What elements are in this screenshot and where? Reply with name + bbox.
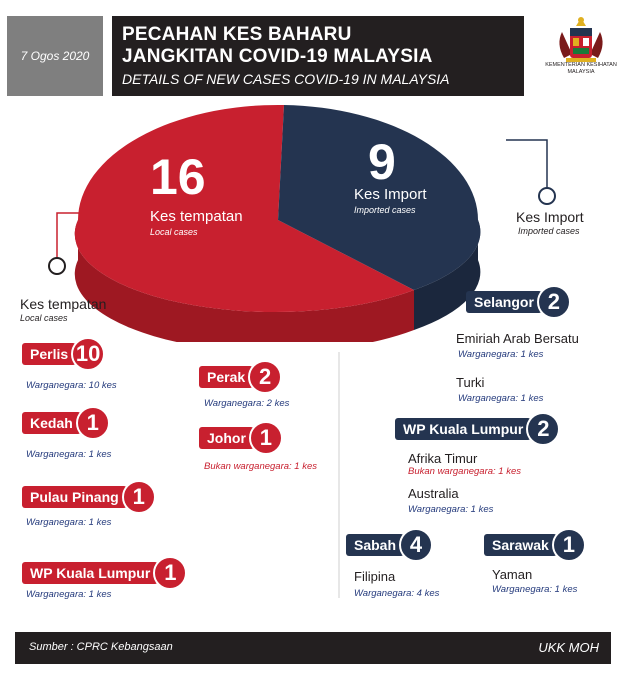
state-note: Bukan warganegara: 1 kes (204, 461, 318, 472)
pie-import-label: Kes Import (354, 186, 427, 203)
state-name: WP Kuala Lumpur (22, 562, 158, 584)
credit-text: UKK MOH (538, 640, 599, 655)
state-name: Perak (199, 366, 253, 388)
state-perak (199, 366, 282, 388)
state-note: Warganegara: 1 kes (26, 517, 112, 528)
local-callout-label: Kes tempatan (20, 296, 107, 312)
state-kedah (22, 412, 110, 434)
subtitle: DETAILS OF NEW CASES COVID-19 IN MALAYSIA (122, 71, 450, 87)
state-name: WP Kuala Lumpur (395, 418, 531, 440)
state-note: Warganegara: 2 kes (204, 398, 290, 409)
state-johor (199, 427, 283, 449)
origin-country: Turki (456, 375, 485, 390)
state-perlis (22, 343, 105, 365)
state-name: Pulau Pinang (22, 486, 127, 508)
state-count: 1 (552, 528, 586, 562)
state-name: Sabah (346, 534, 404, 556)
state-count: 1 (122, 480, 156, 514)
state-name: Sarawak (484, 534, 557, 556)
state-count: 2 (537, 285, 571, 319)
state-count: 1 (249, 421, 283, 455)
local-callout-sublabel: Local cases (20, 313, 68, 323)
ministry-label: KEMENTERIAN KESIHATAN MALAYSIA (545, 62, 617, 75)
footer-bar (15, 632, 611, 664)
pie-local-label: Kes tempatan (150, 208, 243, 225)
state-name: Johor (199, 427, 254, 449)
import-state-sarawak (484, 534, 586, 556)
pie-local-sublabel: Local cases (150, 227, 198, 237)
origin-country: Australia (408, 486, 459, 501)
import-state-selangor (466, 291, 571, 313)
date-text: 7 Ogos 2020 (20, 49, 90, 63)
state-count: 1 (76, 406, 110, 440)
origin-country: Yaman (492, 567, 533, 582)
state-name: Kedah (22, 412, 81, 434)
source-text: Sumber : CPRC Kebangsaan (29, 641, 173, 653)
origin-country: Filipina (354, 569, 396, 584)
origin-country: Emiriah Arab Bersatu (456, 331, 579, 346)
state-count: 10 (71, 337, 105, 371)
import-callout-sublabel: Imported cases (518, 226, 580, 236)
origin-note: Warganegara: 4 kes (354, 588, 440, 599)
origin-note: Warganegara: 1 kes (492, 584, 578, 595)
state-note: Warganegara: 10 kes (26, 380, 117, 391)
origin-note: Warganegara: 1 kes (458, 393, 544, 404)
state-note: Warganegara: 1 kes (26, 449, 112, 460)
import-callout-label: Kes Import (516, 209, 584, 225)
pie-local-value: 16 (150, 149, 206, 205)
origin-country: Afrika Timur (408, 451, 478, 466)
import-state-wp-kuala-lumpur (395, 418, 560, 440)
state-name: Perlis (22, 343, 76, 365)
state-count: 2 (248, 360, 282, 394)
state-pulau-pinang (22, 486, 156, 508)
state-note: Warganegara: 1 kes (26, 589, 112, 600)
title-line-2: JANGKITAN COVID-19 MALAYSIA (122, 46, 433, 67)
state-wp-kuala-lumpur-local (22, 562, 187, 584)
import-state-sabah (346, 534, 433, 556)
state-count: 2 (526, 412, 560, 446)
pie-import-value: 9 (368, 134, 396, 190)
origin-note: Bukan warganegara: 1 kes (408, 466, 522, 477)
title-line-1: PECAHAN KES BAHARU (122, 24, 352, 45)
pie-import-sublabel: Imported cases (354, 205, 416, 215)
state-name: Selangor (466, 291, 542, 313)
origin-note: Warganegara: 1 kes (458, 349, 544, 360)
origin-note: Warganegara: 1 kes (408, 504, 494, 515)
state-count: 4 (399, 528, 433, 562)
state-count: 1 (153, 556, 187, 590)
